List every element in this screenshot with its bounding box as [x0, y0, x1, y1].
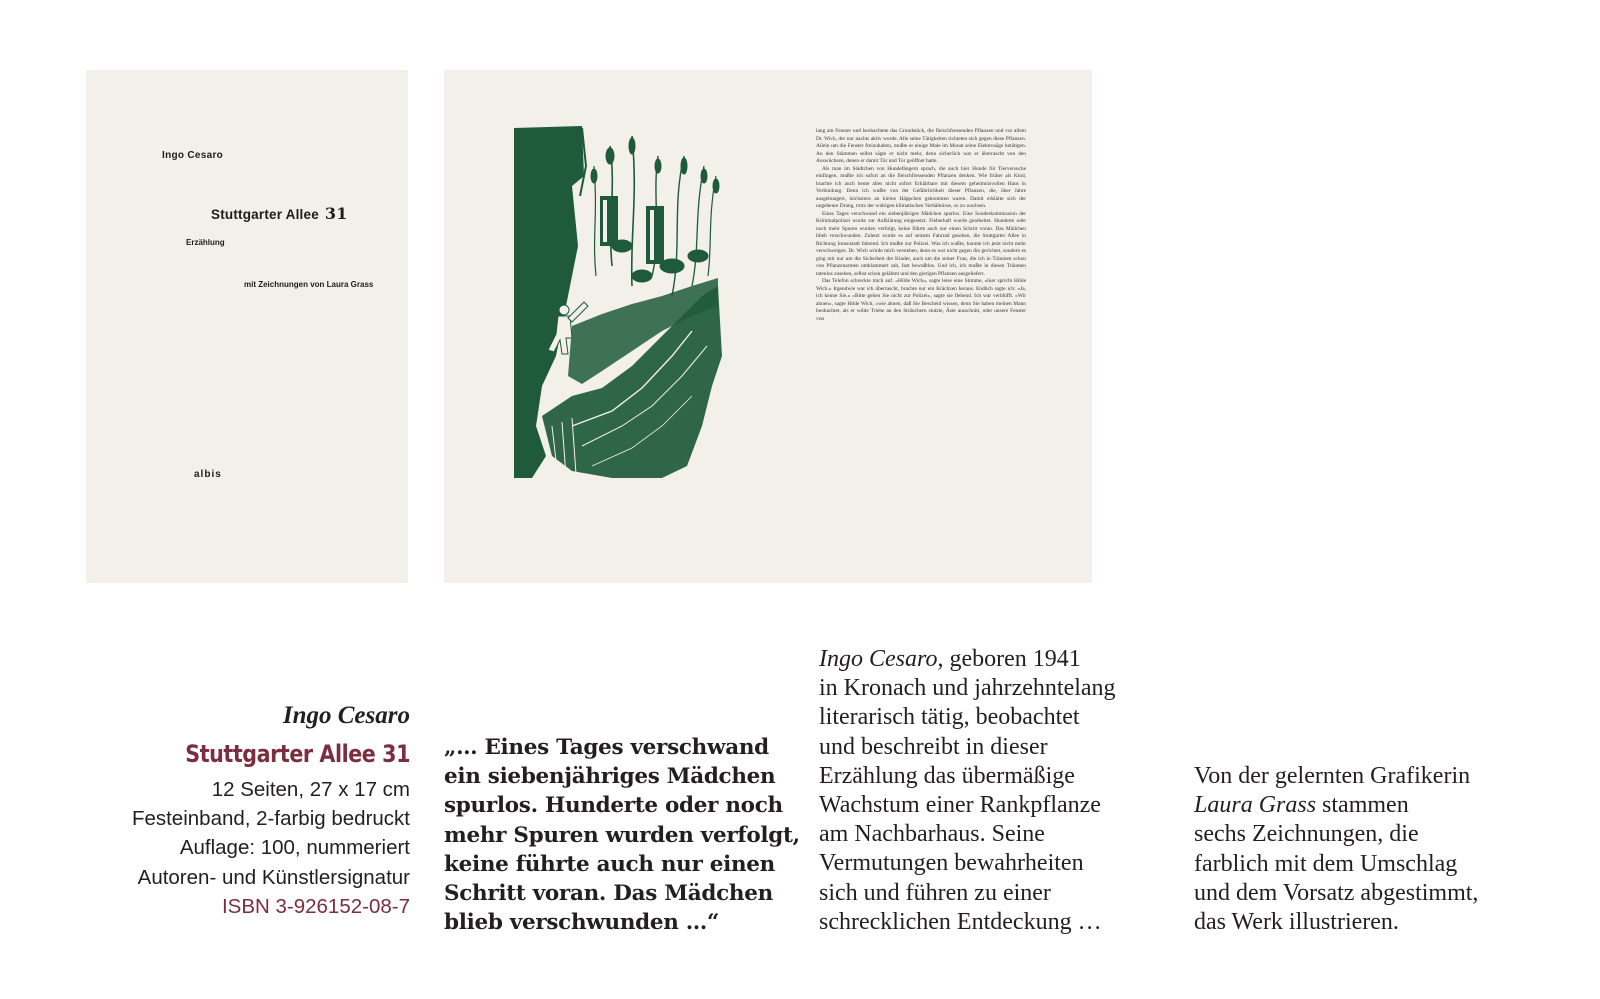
artist-line-rest: stammen — [1316, 792, 1409, 819]
info-line: Autoren- und Künstlersignatur — [137, 865, 410, 889]
spread-page-text — [816, 128, 1026, 480]
bio-line: literarisch tätig, beobachtet — [819, 704, 1080, 731]
info-author: Ingo Cesaro — [282, 702, 410, 729]
info-isbn: ISBN 3-926152-08-7 — [221, 894, 410, 918]
quote-line: „… Eines Tages verschwand — [444, 735, 769, 760]
bio-author-name: Ingo Cesaro — [819, 646, 938, 672]
info-line: Auflage: 100, nummeriert — [179, 836, 410, 860]
cover-title — [211, 204, 348, 223]
author-bio — [819, 645, 1179, 937]
bio-line: am Nachbarhaus. Seine — [819, 821, 1045, 848]
page-paragraph: Eines Tages verschwand ein siebenjähriges Mädchen spurlos. Eine Sonderkommission der Kriminalpolizei wurde zur Aufklärung eingesetzt. Fieberhaft wurde gearbeitet. Hunderte oder noch mehr Spuren wurden verfolgt, keine führte auch nur einen Schritt voran. Das Mädchen blieb verschwunden. Zuletzt wurde es auf seinem Fahrrad gesehen, die Stuttgarter Allee in Richtung Innenstadt fahrend. Ich mußte zur Polizei. Was ich wußte, konnte ich jetzt nicht mehr verschweigen. Dr. Wich würde mich verstehen, denn es war nicht gegen ihn gerichtet, sondern es ging mir nur um die Sicherheit der Kinder, auch um die seiner Frau, die ich in Träumen schon von Pflanzenarmen umklammert sah, fast bewußtlos. Und ich, ich mußte in diesen Träumen tatenlos zusehen, selbst schon gelähmt und den gierigen Pflanzen ausgeliefert. — [816, 210, 1026, 277]
quote-line: mehr Spuren wurden verfolgt, — [444, 822, 800, 848]
bio-line: Vermutungen bewahrheiten — [819, 850, 1084, 877]
book-spread — [444, 70, 1092, 583]
bio-line: sich und führen zu einer — [819, 879, 1051, 906]
bio-first-line-rest: , geboren 1941 — [937, 646, 1081, 672]
cover-title-number: 31 — [324, 204, 348, 223]
quote-line: blieb verschwunden …“ — [444, 910, 720, 936]
info-line: Festeinband, 2-farbig bedruckt — [131, 807, 410, 831]
bio-first-line — [819, 645, 1179, 674]
cover-publisher: albis — [194, 469, 222, 480]
artist-second-line — [1194, 791, 1554, 820]
green-ink-drawing-overgrown-garden — [512, 126, 724, 482]
bio-line: in Kronach und jahrzehntelang — [819, 675, 1116, 702]
bio-line: und beschreibt in dieser — [819, 733, 1048, 760]
quote-line: keine führte auch nur einen — [444, 851, 776, 877]
page-paragraph: lang am Fenster und beobachtete das Grundstück, die fleischfressenden Pflanzen und vor allem Dr. Wich, der nur nachts aktiv wurde. Alle seine Tätigkeiten richteten sich gegen diese Pflanzen. Allein um die Fenster freizuhalten, mußte er einige Male im Monat seine Elektrosäge betätigen. An den Stämmen selbst sägte er nicht mehr, denn sicherlich war er überrascht von den Auswüchsen, denen er damit Tür und Tor geöffnet hatte. — [816, 128, 1026, 164]
illustrator-bio — [1194, 762, 1554, 937]
bio-line: schrecklichen Entdeckung … — [819, 908, 1102, 935]
artist-line: Von der gelernten Grafikerin — [1194, 763, 1471, 789]
cover-title-text: Stuttgarter Allee — [211, 207, 319, 222]
info-title: Stuttgarter Allee 31 — [185, 740, 410, 768]
artist-name: Laura Grass — [1194, 792, 1317, 819]
book-cover — [86, 70, 408, 583]
bio-line: Wachstum einer Rankpflanze — [819, 792, 1101, 819]
artist-line: sechs Zeichnungen, die — [1194, 821, 1419, 848]
page-paragraph: Als man im Städtchen von Hundefängern sprach, die auch hier Hunde für Tierversuche einfingen, mußte ich sofort an die fleischfressenden Pflanzen denken. Wie früher als Kind, brachte ich auch heute alles nicht sofort Erklärbare mit diesem geheimnisvollen Haus in Verbindung. Denn ich wußte von der Gefährlichkeit dieser Pflanzen, die, über Jahre ausgehungert, höchstens an kleine Häppchen gekommen waren. Damit erklärte sich der ungeheure Drang, trotz der widrigen klimatischen Verhältnisse, so zu wachsen. — [816, 165, 1026, 209]
quote-line: ein siebenjähriges Mädchen — [444, 764, 776, 790]
book-quote — [444, 733, 800, 937]
cover-author: Ingo Cesaro — [162, 150, 224, 161]
book-info — [70, 701, 410, 921]
bio-line: Erzählung das übermäßige — [819, 762, 1075, 789]
page-paragraph: Das Telefon schreckte mich auf. »Hilde Wich«, sagte leise eine Stimme, »hier spricht Hilde Wich.« Irgendwie war ich überrascht, brachte nur ein Krächzen heraus. Endlich sagte ich: »Ja, ich kenne Sie.« »Bitte gehen Sie nicht zur Polizei«, sagte sie flehend. Ich war verblüfft. »Wir ahnen«, sagte Hilde Wich, »wie ahnen, daß Sie Bescheid wissen, denn Sie haben meinen Mann beobachtet, als er wilde Triebe an den Sträuchern stutzte, Äste ausschnitt, oder unsere Fenster von — [816, 278, 1026, 322]
cover-genre: Erzählung — [186, 238, 225, 247]
info-line: 12 Seiten, 27 x 17 cm — [211, 778, 410, 801]
artist-line: das Werk illustrieren. — [1194, 909, 1399, 936]
info-details — [70, 775, 410, 892]
cover-illustrator-line: mit Zeichnungen von Laura Grass — [244, 280, 374, 289]
quote-line: Schritt voran. Das Mädchen — [444, 881, 773, 907]
artist-line: farblich mit dem Umschlag — [1194, 850, 1458, 877]
artist-line: und dem Vorsatz abgestimmt, — [1194, 879, 1479, 906]
quote-line: spurlos. Hunderte oder noch — [444, 793, 783, 819]
